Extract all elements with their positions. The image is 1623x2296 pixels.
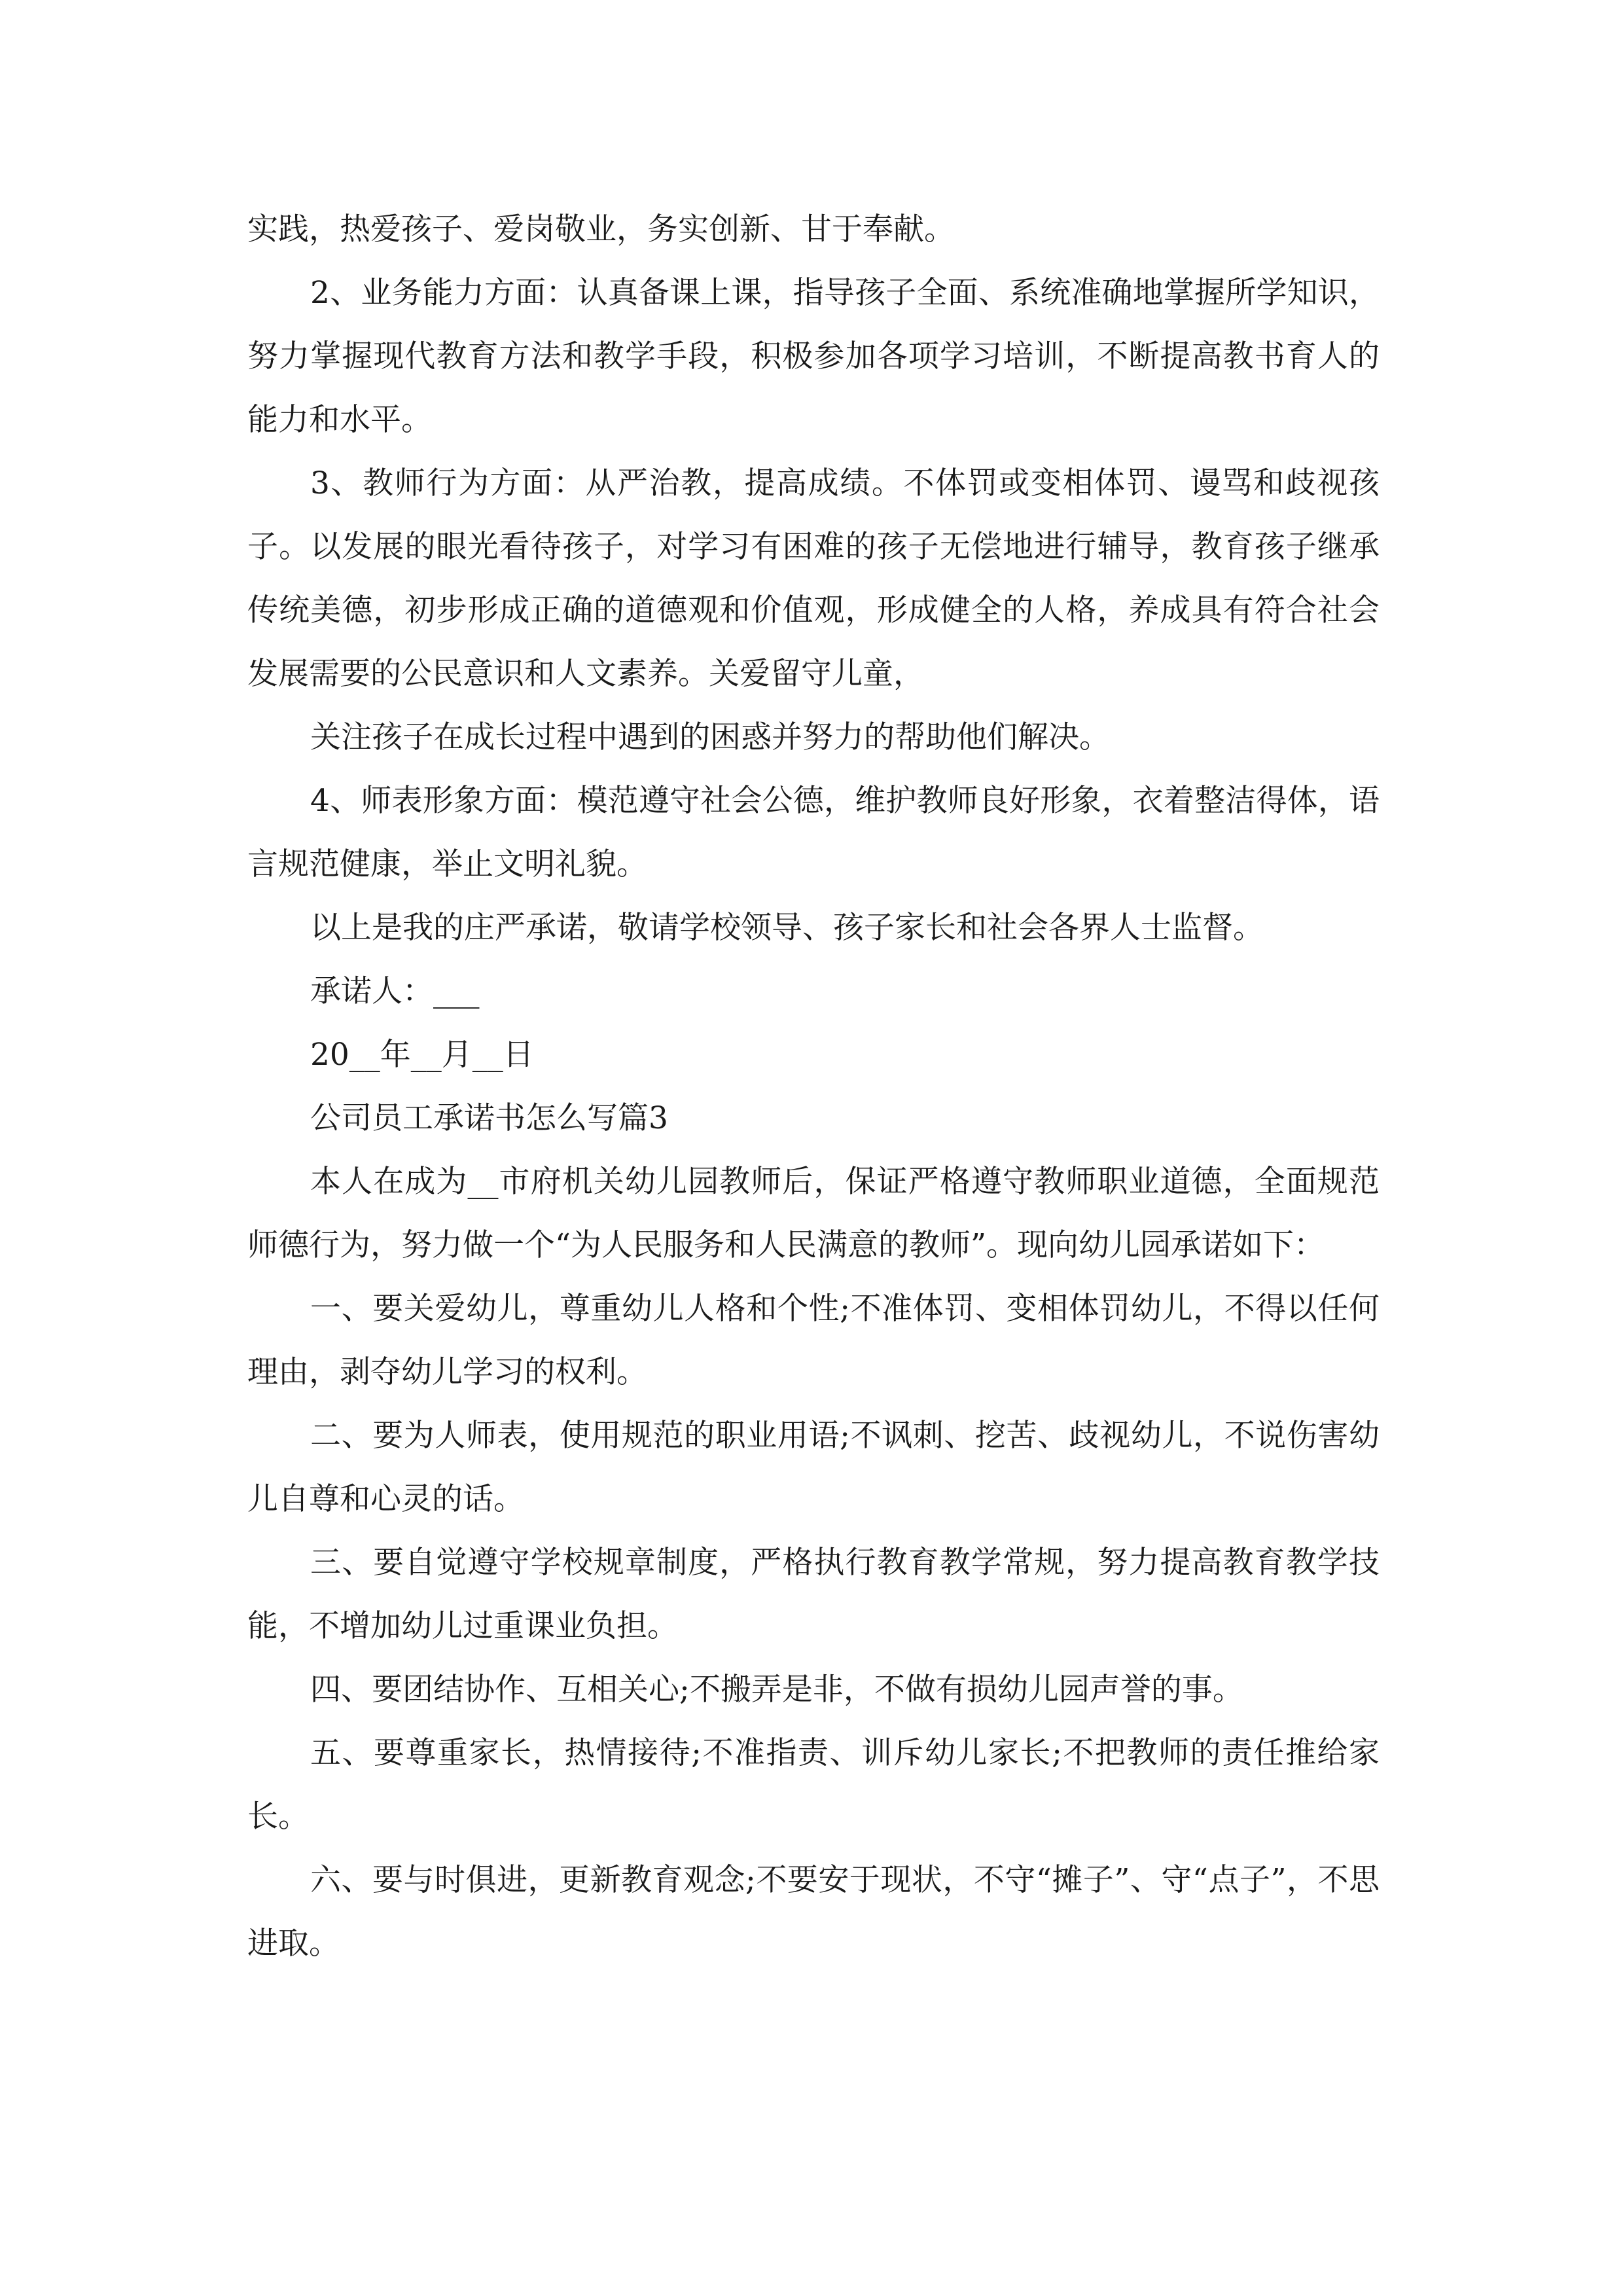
- paragraph-1: 实践，热爱孩子、爱岗敬业，务实创新、甘于奉献。: [247, 211, 955, 247]
- paragraph-14: 四、要团结协作、互相关心;不搬弄是非，不做有损幼儿园声誉的事。: [310, 1672, 1243, 1708]
- date-line: 20__年__月__日: [310, 1037, 534, 1073]
- paragraph-11: 一、要关爱幼儿，尊重幼儿人格和个性;不准体罚、变相体罚幼儿，不得以任何理由，剥夺幼儿学习的权利。: [247, 1291, 1380, 1390]
- paragraph-5: 4、师表形象方面：模范遵守社会公德，维护教师良好形象，衣着整洁得体，语言规范健康，举止文明礼貌。: [247, 783, 1380, 882]
- paragraph-4: 关注孩子在成长过程中遇到的困惑并努力的帮助他们解决。: [310, 719, 1110, 755]
- section-title: 公司员工承诺书怎么写篇3: [310, 1100, 668, 1136]
- signature-line: 承诺人：___: [310, 973, 480, 1009]
- paragraph-6: 以上是我的庄严承诺，敬请学校领导、孩子家长和社会各界人士监督。: [310, 910, 1264, 946]
- paragraph-13: 三、要自觉遵守学校规章制度，严格执行教育教学常规，努力提高教育教学技能，不增加幼儿过重课业负担。: [247, 1545, 1380, 1644]
- paragraph-2: 2、业务能力方面：认真备课上课，指导孩子全面、系统准确地掌握所学知识，努力掌握现代教育方法和教学手段，积极参加各项学习培训，不断提高教书育人的能力和水平。: [247, 275, 1380, 438]
- paragraph-10: 本人在成为__市府机关幼儿园教师后，保证严格遵守教师职业道德，全面规范师德行为，努力做一个“为人民服务和人民满意的教师”。现向幼儿园承诺如下：: [247, 1164, 1380, 1263]
- document-body: [247, 198, 1380, 1975]
- paragraph-16: 六、要与时俱进，更新教育观念;不要安于现状，不守“摊子”、守“点子”，不思进取。: [247, 1862, 1380, 1962]
- paragraph-3: 3、教师行为方面：从严治教，提高成绩。不体罚或变相体罚、谩骂和歧视孩子。以发展的眼光看待孩子，对学习有困难的孩子无偿地进行辅导，教育孩子继承传统美德，初步形成正确的道德观和价值观，形成健全的人格，养成具有符合社会发展需要的公民意识和人文素养。关爱留守儿童，: [247, 465, 1380, 692]
- paragraph-12: 二、要为人师表，使用规范的职业用语;不讽刺、挖苦、歧视幼儿，不说伤害幼儿自尊和心灵的话。: [247, 1418, 1380, 1517]
- paragraph-15: 五、要尊重家长，热情接待;不准指责、训斥幼儿家长;不把教师的责任推给家长。: [247, 1735, 1380, 1835]
